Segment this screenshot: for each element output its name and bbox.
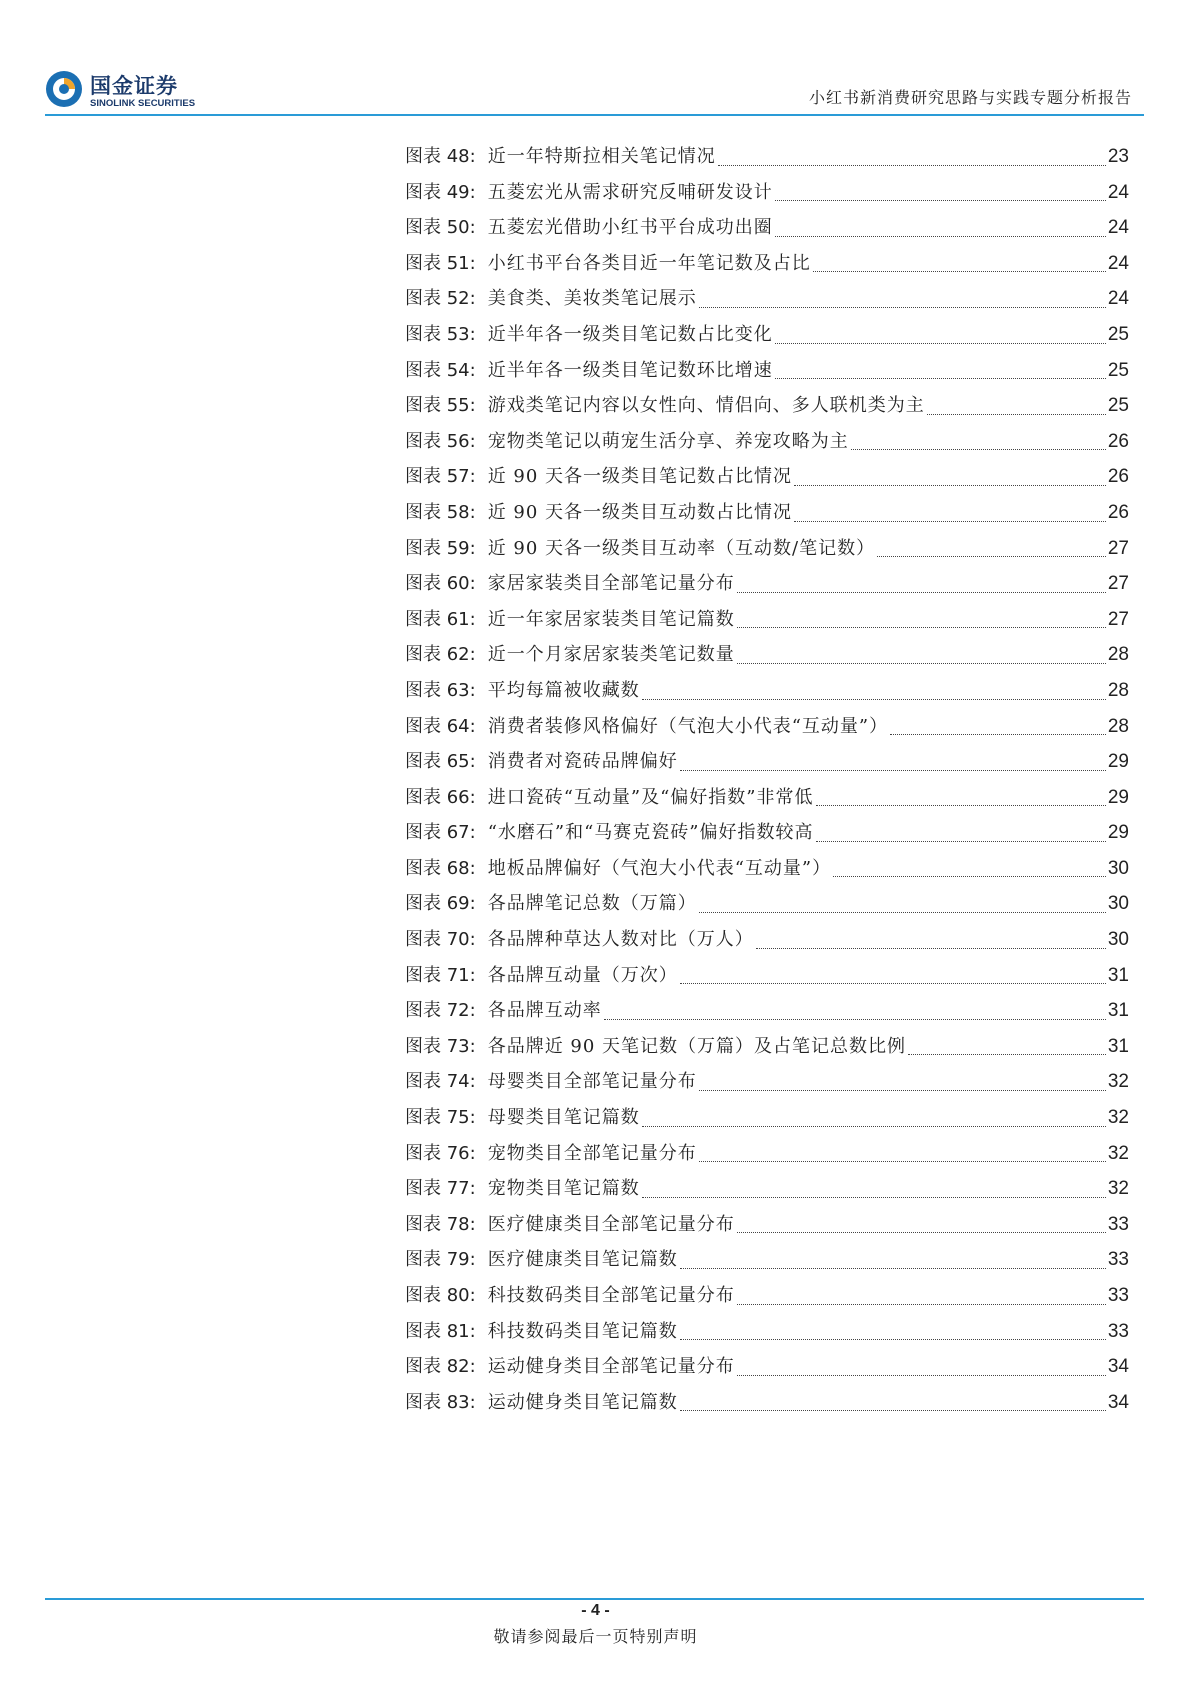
toc-entry-page: 32 <box>1107 1178 1129 1200</box>
toc-entry-label: 图表 74: <box>405 1071 476 1093</box>
toc-entry[interactable] <box>405 213 1129 249</box>
toc-dot-leader <box>680 1339 1106 1340</box>
toc-entry-page: 25 <box>1107 395 1129 417</box>
toc-entry-label: 图表 64: <box>405 715 476 737</box>
toc-entry-label: 图表 56: <box>405 430 476 452</box>
toc-entry-label: 图表 71: <box>405 964 476 986</box>
toc-dot-leader <box>642 699 1106 700</box>
toc-entry-page: 32 <box>1107 1142 1129 1164</box>
toc-entry-title: 近半年各一级类目笔记数环比增速 <box>487 359 773 381</box>
toc-entry[interactable] <box>405 1139 1129 1175</box>
toc-entry-label: 图表 59: <box>405 537 476 559</box>
toc-dot-leader <box>833 876 1106 877</box>
toc-dot-leader <box>775 236 1106 237</box>
toc-entry-page: 27 <box>1107 537 1129 559</box>
toc-entry[interactable] <box>405 640 1129 676</box>
toc-dot-leader <box>813 271 1106 272</box>
toc-entry-label: 图表 60: <box>405 573 476 595</box>
toc-entry-page: 24 <box>1107 217 1129 239</box>
toc-entry-page: 32 <box>1107 1107 1129 1129</box>
toc-entry[interactable] <box>405 142 1129 178</box>
toc-entry-title: 家居家装类目全部笔记量分布 <box>487 573 735 595</box>
toc-entry[interactable] <box>405 1245 1129 1281</box>
company-logo <box>45 68 220 110</box>
toc-dot-leader <box>851 449 1106 450</box>
toc-entry-page: 30 <box>1107 857 1129 879</box>
toc-entry-page: 26 <box>1107 466 1129 488</box>
toc-entry[interactable] <box>405 462 1129 498</box>
toc-entry[interactable] <box>405 391 1129 427</box>
toc-entry-page: 33 <box>1107 1320 1129 1342</box>
toc-entry-label: 图表 75: <box>405 1107 476 1129</box>
toc-entry-title: 小红书平台各类目近一年笔记数及占比 <box>487 252 811 274</box>
toc-entry-label: 图表 76: <box>405 1142 476 1164</box>
report-title: 小红书新消费研究思路与实践专题分析报告 <box>808 88 1132 107</box>
toc-dot-leader <box>737 1304 1106 1305</box>
toc-entry-title: 各品牌种草达人数对比（万人） <box>487 929 754 951</box>
toc-entry-page: 30 <box>1107 929 1129 951</box>
toc-entry-title: 医疗健康类目笔记篇数 <box>487 1249 678 1271</box>
toc-dot-leader <box>680 770 1106 771</box>
toc-entry-title: 运动健身类目笔记篇数 <box>487 1391 678 1413</box>
toc-entry-page: 33 <box>1107 1213 1129 1235</box>
toc-entry-page: 29 <box>1107 751 1129 773</box>
toc-entry-label: 图表 61: <box>405 608 476 630</box>
toc-entry-label: 图表 77: <box>405 1178 476 1200</box>
toc-dot-leader <box>680 983 1106 984</box>
toc-dot-leader <box>718 165 1106 166</box>
toc-entry-page: 28 <box>1107 644 1129 666</box>
toc-entry-title: 各品牌互动率 <box>487 1000 602 1022</box>
toc-entry-title: 近 90 天各一级类目笔记数占比情况 <box>487 466 793 488</box>
toc-entry-label: 图表 51: <box>405 252 476 274</box>
toc-entry[interactable] <box>405 249 1129 285</box>
toc-entry-page: 32 <box>1107 1071 1129 1093</box>
toc-entry-page: 34 <box>1107 1391 1129 1413</box>
toc-dot-leader <box>680 1268 1106 1269</box>
toc-entry-label: 图表 80: <box>405 1285 476 1306</box>
toc-entry-title: 美食类、美妆类笔记展示 <box>487 288 697 310</box>
toc-entry[interactable] <box>405 569 1129 605</box>
toc-entry-label: 图表 79: <box>405 1249 476 1271</box>
toc-entry[interactable] <box>405 676 1129 712</box>
toc-entry-title: 近一年家居家装类目笔记篇数 <box>487 608 735 630</box>
toc-entry-label: 图表 54: <box>405 359 476 381</box>
toc-dot-leader <box>794 485 1106 486</box>
toc-dot-leader <box>642 1197 1106 1198</box>
toc-entry-page: 24 <box>1107 288 1129 310</box>
toc-entry-label: 图表 50: <box>405 217 476 239</box>
toc-entry-title: 宠物类笔记以萌宠生活分享、养宠攻略为主 <box>487 430 849 452</box>
toc-entry-title: 母婴类目笔记篇数 <box>487 1107 640 1129</box>
disclaimer-note: 敬请参阅最后一页特别声明 <box>493 1627 698 1646</box>
toc-entry-page: 30 <box>1107 893 1129 915</box>
header-divider <box>45 114 1144 116</box>
toc-entry-label: 图表 62: <box>405 644 476 666</box>
toc-entry-title: 宠物类目笔记篇数 <box>487 1178 640 1200</box>
toc-entry-label: 图表 68: <box>405 857 476 879</box>
toc-entry-page: 28 <box>1107 679 1129 701</box>
toc-entry[interactable] <box>405 1103 1129 1139</box>
toc-entry-label: 图表 58: <box>405 501 476 523</box>
toc-dot-leader <box>737 663 1106 664</box>
toc-entry[interactable] <box>405 783 1129 819</box>
toc-entry[interactable] <box>405 889 1129 925</box>
toc-entry-title: 平均每篇被收藏数 <box>487 679 640 701</box>
toc-entry[interactable] <box>405 925 1129 961</box>
toc-dot-leader <box>775 200 1106 201</box>
logo-chinese-name: 国金证券 <box>90 74 178 98</box>
toc-entry-title: 消费者对瓷砖品牌偏好 <box>487 751 678 773</box>
toc-entry-label: 图表 53: <box>405 323 476 345</box>
toc-entry[interactable] <box>405 534 1129 570</box>
toc-entry[interactable] <box>405 996 1129 1032</box>
page-header <box>45 64 1144 114</box>
toc-entry[interactable] <box>405 1317 1129 1353</box>
toc-entry[interactable] <box>405 356 1129 392</box>
toc-entry-page: 23 <box>1107 146 1129 167</box>
toc-dot-leader <box>908 1054 1106 1055</box>
toc-entry-title: 近一年特斯拉相关笔记情况 <box>487 146 716 167</box>
toc-dot-leader <box>699 1161 1106 1162</box>
toc-dot-leader <box>775 378 1106 379</box>
toc-entry-title: 科技数码类目全部笔记量分布 <box>487 1285 735 1306</box>
toc-entry-title: “水磨石”和“马赛克瓷砖”偏好指数较高 <box>487 822 814 844</box>
toc-dot-leader <box>756 948 1106 949</box>
toc-entry[interactable] <box>405 178 1129 214</box>
toc-dot-leader <box>642 1126 1106 1127</box>
toc-entry-page: 25 <box>1107 323 1129 345</box>
toc-entry-label: 图表 55: <box>405 395 476 417</box>
toc-entry[interactable] <box>405 1352 1129 1388</box>
toc-entry[interactable] <box>405 1032 1129 1068</box>
toc-dot-leader <box>699 1090 1106 1091</box>
toc-entry-title: 近半年各一级类目笔记数占比变化 <box>487 323 773 345</box>
toc-entry-page: 24 <box>1107 252 1129 274</box>
toc-entry-page: 31 <box>1107 964 1129 986</box>
toc-entry-title: 游戏类笔记内容以女性向、情侣向、多人联机类为主 <box>487 395 925 417</box>
toc-entry-title: 近 90 天各一级类目互动率（互动数/笔记数） <box>487 537 876 559</box>
toc-entry-page: 31 <box>1107 1035 1129 1057</box>
toc-entry-page: 26 <box>1107 501 1129 523</box>
toc-entry[interactable] <box>405 712 1129 748</box>
toc-entry[interactable] <box>405 854 1129 890</box>
toc-dot-leader <box>737 592 1106 593</box>
toc-entry-page: 29 <box>1107 822 1129 844</box>
toc-entry-title: 近 90 天各一级类目互动数占比情况 <box>487 501 793 523</box>
toc-entry-page: 27 <box>1107 608 1129 630</box>
toc-entry-title: 运动健身类目全部笔记量分布 <box>487 1356 735 1378</box>
toc-entry-label: 图表 70: <box>405 929 476 951</box>
toc-entry-label: 图表 66: <box>405 786 476 808</box>
toc-dot-leader <box>816 841 1106 842</box>
toc-entry-label: 图表 78: <box>405 1213 476 1235</box>
toc-entry[interactable] <box>405 1281 1129 1317</box>
toc-dot-leader <box>877 556 1106 557</box>
toc-dot-leader <box>699 912 1106 913</box>
toc-entry-title: 五菱宏光借助小红书平台成功出圈 <box>487 217 773 239</box>
toc-dot-leader <box>737 627 1106 628</box>
toc-entry-label: 图表 67: <box>405 822 476 844</box>
toc-dot-leader <box>604 1019 1106 1020</box>
toc-entry-page: 28 <box>1107 715 1129 737</box>
toc-dot-leader <box>737 1232 1106 1233</box>
sinolink-logo-icon <box>45 70 83 108</box>
toc-entry-title: 各品牌互动量（万次） <box>487 964 678 986</box>
toc-entry-title: 各品牌笔记总数（万篇） <box>487 893 697 915</box>
toc-entry-label: 图表 52: <box>405 288 476 310</box>
toc-entry-page: 26 <box>1107 430 1129 452</box>
toc-entry[interactable] <box>405 747 1129 783</box>
toc-entry-page: 29 <box>1107 786 1129 808</box>
toc-entry-title: 消费者装修风格偏好（气泡大小代表“互动量”） <box>487 715 889 737</box>
toc-entry-label: 图表 82: <box>405 1356 476 1378</box>
toc-entry-label: 图表 81: <box>405 1320 476 1342</box>
toc-dot-leader <box>794 521 1106 522</box>
toc-dot-leader <box>927 414 1106 415</box>
figure-list <box>405 142 1129 1423</box>
toc-dot-leader <box>775 343 1106 344</box>
toc-entry-label: 图表 83: <box>405 1391 476 1413</box>
toc-dot-leader <box>890 734 1106 735</box>
logo-english-name: SINOLINK SECURITIES <box>90 98 196 109</box>
toc-dot-leader <box>699 307 1106 308</box>
toc-entry-label: 图表 73: <box>405 1035 476 1057</box>
toc-entry[interactable] <box>405 1210 1129 1246</box>
page-number: - 4 - <box>581 1602 610 1619</box>
toc-entry-title: 母婴类目全部笔记量分布 <box>487 1071 697 1093</box>
toc-entry-title: 各品牌近 90 天笔记数（万篇）及占笔记总数比例 <box>487 1035 907 1057</box>
toc-entry-label: 图表 63: <box>405 679 476 701</box>
toc-entry[interactable] <box>405 1174 1129 1210</box>
toc-entry[interactable] <box>405 1067 1129 1103</box>
toc-entry-page: 33 <box>1107 1249 1129 1271</box>
toc-entry[interactable] <box>405 1388 1129 1424</box>
toc-entry-title: 五菱宏光从需求研究反哺研发设计 <box>487 181 773 203</box>
toc-entry-title: 宠物类目全部笔记量分布 <box>487 1142 697 1164</box>
toc-entry-title: 进口瓷砖“互动量”及“偏好指数”非常低 <box>487 786 814 808</box>
toc-entry-title: 地板品牌偏好（气泡大小代表“互动量”） <box>487 857 832 879</box>
toc-entry-label: 图表 49: <box>405 181 476 203</box>
toc-entry[interactable] <box>405 498 1129 534</box>
toc-entry[interactable] <box>405 818 1129 854</box>
toc-dot-leader <box>816 805 1106 806</box>
toc-entry[interactable] <box>405 284 1129 320</box>
toc-entry[interactable] <box>405 427 1129 463</box>
toc-entry-title: 医疗健康类目全部笔记量分布 <box>487 1213 735 1235</box>
toc-entry-title: 近一个月家居家装类笔记数量 <box>487 644 735 666</box>
toc-entry-label: 图表 65: <box>405 751 476 773</box>
toc-entry-page: 33 <box>1107 1285 1129 1306</box>
toc-entry-title: 科技数码类目笔记篇数 <box>487 1320 678 1342</box>
toc-entry[interactable] <box>405 605 1129 641</box>
toc-entry[interactable] <box>405 320 1129 356</box>
toc-entry-page: 25 <box>1107 359 1129 381</box>
toc-entry-label: 图表 72: <box>405 1000 476 1022</box>
toc-entry-page: 24 <box>1107 181 1129 203</box>
toc-entry-page: 34 <box>1107 1356 1129 1378</box>
toc-entry-label: 图表 57: <box>405 466 476 488</box>
toc-entry-page: 27 <box>1107 573 1129 595</box>
toc-dot-leader <box>680 1410 1106 1411</box>
footer-divider <box>45 1598 1144 1600</box>
toc-entry-label: 图表 69: <box>405 893 476 915</box>
toc-dot-leader <box>737 1375 1106 1376</box>
toc-entry-page: 31 <box>1107 1000 1129 1022</box>
toc-entry[interactable] <box>405 961 1129 997</box>
toc-entry-label: 图表 48: <box>405 146 476 167</box>
